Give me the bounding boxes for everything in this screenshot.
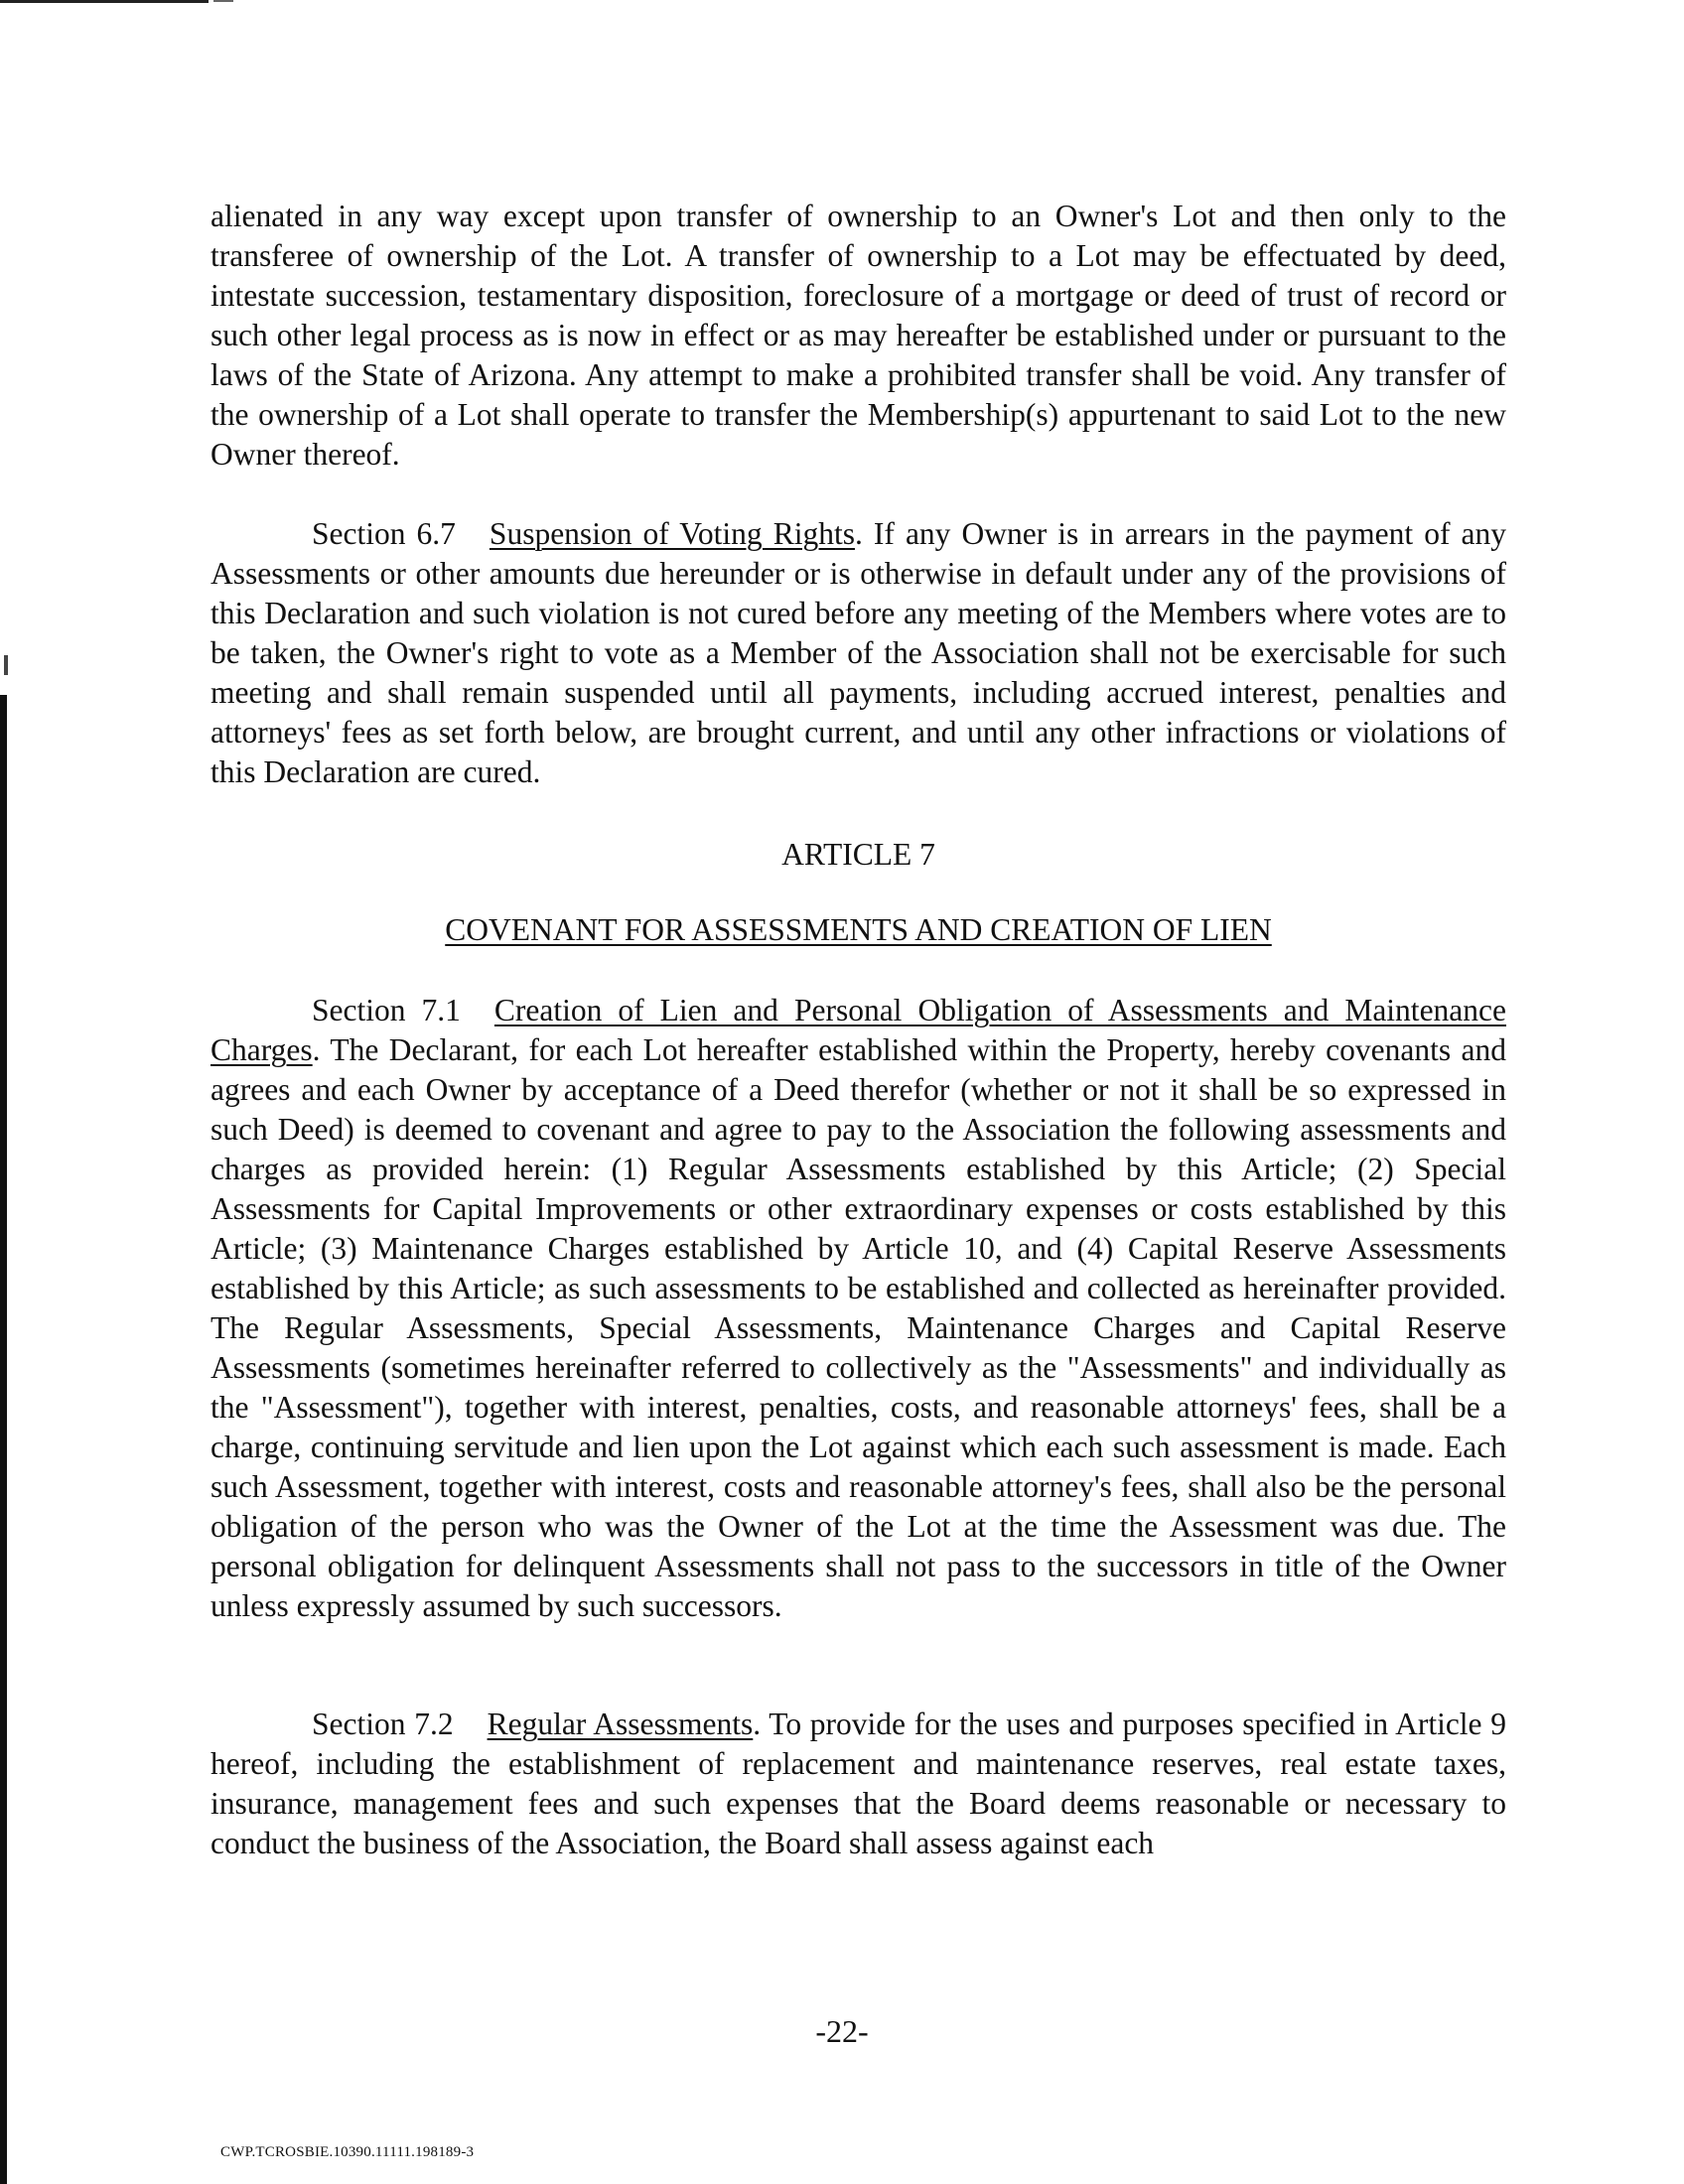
section-6-7 xyxy=(210,514,1506,792)
scan-artifact-left-tick xyxy=(4,655,8,675)
scan-artifact-left-edge xyxy=(0,695,7,2184)
section-7-2 xyxy=(210,1705,1506,1863)
page-number: -22- xyxy=(815,2013,869,2049)
section-7-1-label: Section 7.1 xyxy=(312,993,461,1027)
section-7-1-body: . The Declarant, for each Lot hereafter established within the Property, hereby covenants and agrees and each Owner by acceptance of a Deed therefor (whether or not it shall be so expressed in such Deed) is deemed to covenant and agree to pay to the Association the following assessments and charges as provided herein: (1) Regular Assessments established by this Article; (2) Special Assessments for Capital Improvements or other extraordinary expenses or costs established by this Article; (3) Maintenance Charges established by Article 10, and (4) Capital Reserve Assessments established by this Article; as such assessments to be established and collected as hereinafter provided. The Regular Assessments, Special Assessments, Maintenance Charges and Capital Reserve Assessments (sometimes hereinafter referred to collectively as the "Assessments" and individually as the "Assessment"), together with interest, penalties, costs, and reasonable attorneys' fees, shall be a charge, continuing servitude and lien upon the Lot against which each such assessment is made. Each such Assessment, together with interest, costs and reasonable attorney's fees, shall also be the personal obligation of the person who was the Owner of the Lot at the time the Assessment was due. The personal obligation for delinquent Assessments shall not pass to the successors in title of the Owner unless expressly assumed by such successors. xyxy=(210,1032,1506,1623)
section-6-7-body: . If any Owner is in arrears in the payment of any Assessments or other amounts due hereunder or is otherwise in default under any of the provisions of this Declaration and such violation is not cured before any meeting of the Members where votes are to be taken, the Owner's right to vote as a Member of the Association shall not be exercisable for such meeting and shall remain suspended until all payments, including accrued interest, penalties and attorneys' fees as set forth below, are brought current, and until any other infractions or violations of this Declaration are cured. xyxy=(210,516,1506,789)
document-code: CWP.TCROSBIE.10390.11111.198189-3 xyxy=(220,2144,475,2160)
section-6-7-label: Section 6.7 xyxy=(312,516,456,551)
article-title-text: COVENANT FOR ASSESSMENTS AND CREATION OF LIEN xyxy=(445,912,1272,947)
article-title xyxy=(210,910,1506,950)
section-7-2-body: . To provide for the uses and purposes specified in Article 9 hereof, including the establishment of replacement and maintenance reserves, real estate taxes, insurance, management fees and such expenses that the Board deems reasonable or necessary to conduct the business of the Association, the Board shall assess against each xyxy=(210,1706,1506,1860)
continued-paragraph-text: alienated in any way except upon transfer of ownership to an Owner's Lot and then only to the transferee of ownership of the Lot. A transfer of ownership to a Lot may be effectuated by deed, intestate succession, testamentary disposition, foreclosure of a mortgage or deed of trust of record or such other legal process as is now in effect or as may hereafter be established under or pursuant to the laws of the State of Arizona. Any attempt to make a prohibited transfer shall be void. Any transfer of the ownership of a Lot shall operate to transfer the Membership(s) appurtenant to said Lot to the new Owner thereof. xyxy=(210,199,1506,472)
section-7-2-heading: Regular Assessments xyxy=(487,1706,754,1741)
scan-artifact-top xyxy=(0,0,209,3)
section-7-1-heading: Creation of Lien and Personal Obligation of Assessments and Maintenance Charges xyxy=(210,993,1506,1067)
continued-paragraph xyxy=(210,197,1506,475)
article-number: ARTICLE 7 xyxy=(781,837,935,872)
section-6-7-heading: Suspension of Voting Rights xyxy=(489,516,855,551)
scan-artifact-top-dash xyxy=(213,0,233,2)
section-7-2-label: Section 7.2 xyxy=(312,1706,454,1741)
section-7-1 xyxy=(210,991,1506,1626)
